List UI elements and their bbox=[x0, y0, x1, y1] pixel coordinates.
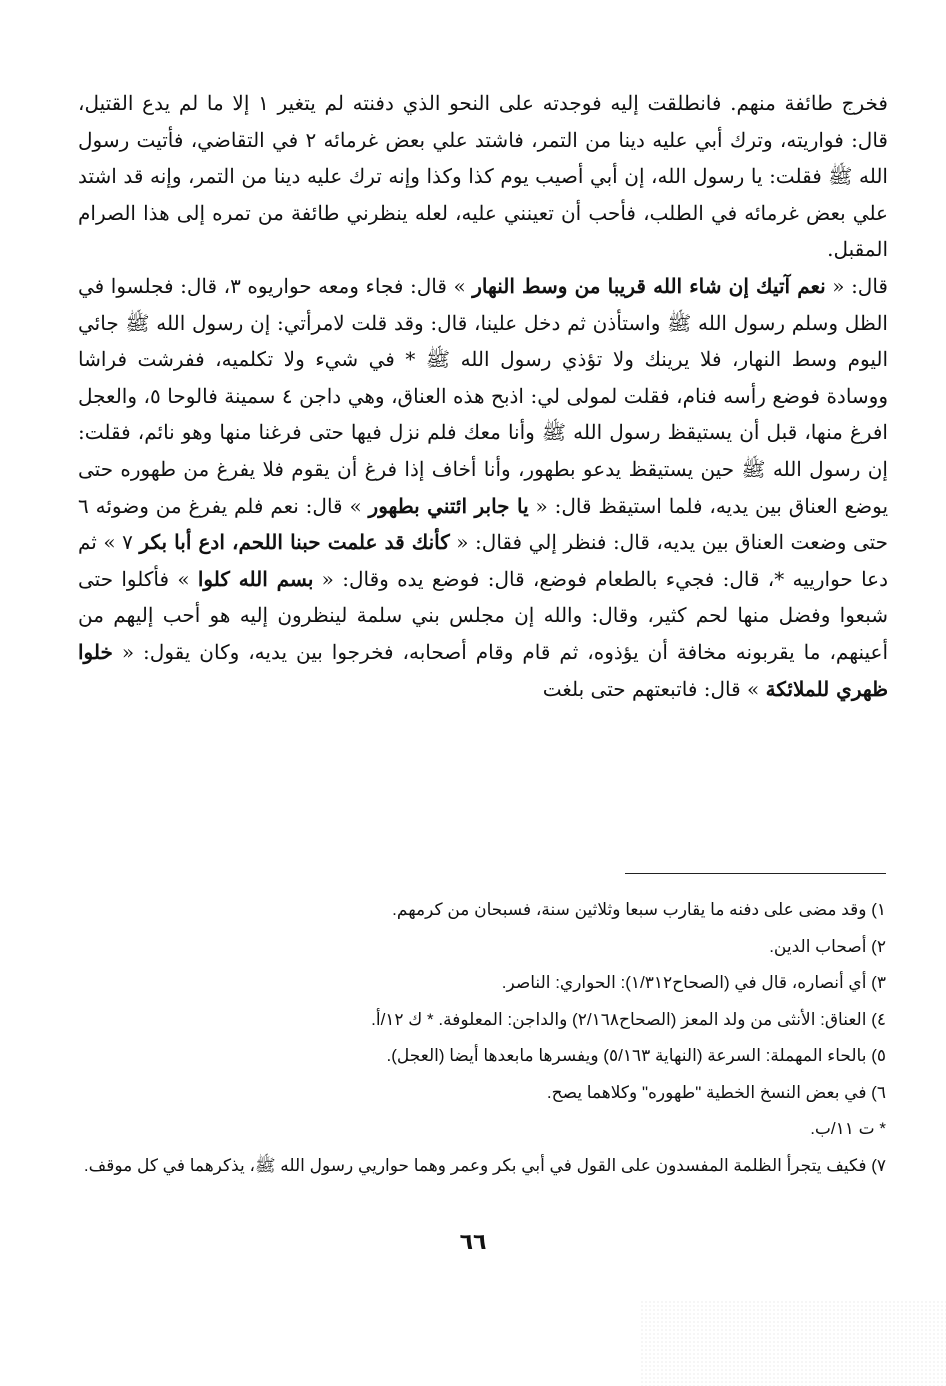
footnote: ٧) فكيف يتجرأ الظلمة المفسدون على القول في أبي بكر وعمر وهما حواريي رسول الله ﷺ، يذكرهما في كل موقف. bbox=[83, 1155, 886, 1175]
page-number: ٦٦ bbox=[459, 1230, 487, 1255]
footnote: ٦) في بعض النسخ الخطية "طهوره" وكلاهما يصح. bbox=[546, 1082, 886, 1102]
text-run: » قال: فجاء ومعه حواريوه ٣، قال: فجلسوا في الظل وسلم رسول الله ﷺ واستأذن ثم دخل علينا، قال: وقد قلت لامرأتي: إن رسول الله ﷺ جائي اليوم وسط النهار، فلا يرينك ولا تؤذي رسول الله ﷺ * في شيء ولا تكلميه، ففرشت فراشا ووسادة فوضع رأسه فنام، فقلت لمولى لي: اذبح هذه العناق، وهي داجن ٤ سمينة فالوحا ٥، والعجل افرغ منها، قبل أن يستيقظ رسول الله ﷺ وأنا معك فلم نزل فيها حتى فرغنا منها وهو نائم، فقلت: إن رسول الله ﷺ حين يستيقظ يدعو بطهور، وأنا أخاف إذا فرغ أن يقوم فلا يفرغ من طهوره حتى يوضع العناق بين يديه، فلما استيقظ قال: « bbox=[78, 273, 889, 518]
footnote-separator bbox=[625, 873, 886, 874]
footnote: ٥) بالحاء المهملة: السرعة (النهاية ٥/١٦٣) ويفسرها مابعدها أيضا (العجل). bbox=[386, 1046, 886, 1065]
hadith-quote: يا جابر ائتني بطهور bbox=[368, 493, 529, 518]
footnote: * ت ١١/ب. bbox=[810, 1119, 886, 1138]
paragraph-1: فخرج طائفة منهم. فانطلقت إليه فوجدته على النحو الذي دفنته لم يتغير ١ إلا ما لم يدع القتيل، قال: فواريته، وترك أبي عليه دينا من التمر، فاشتد علي بعض غرمائه ٢ في التقاضي، فأتيت رسول الله ﷺ فقلت: يا رسول الله، إن أبي أصيب يوم كذا وكذا وإنه ترك عليه دينا من التمر، وإنه قد اشتد علي بعض غرمائه في الطلب، فأحب أن تعينني عليه، لعله ينظرني طائفة من تمره إلى هذا الصرام المقبل. bbox=[78, 91, 888, 262]
hadith-quote: بسم الله كلوا bbox=[197, 566, 314, 591]
footnote: ٣) أي أنصاره، قال في (الصحاح١/٣١٢): الحواري: الناصر. bbox=[501, 973, 886, 992]
footnote: ٤) العناق: الأنثى من ولد المعز (الصحاح٢/١٦٨) والداجن: المعلوفة. * ك ١٢/أ. bbox=[371, 1009, 886, 1029]
text-run: قال: « bbox=[825, 273, 888, 298]
scan-noise bbox=[640, 1300, 946, 1386]
main-text bbox=[78, 85, 888, 707]
paragraph-2 bbox=[78, 268, 888, 707]
text-run: ٧ » ثم دعا حوارييه *، قال: فجيء بالطعام فوضع، قال: فوضع يده وقال: « bbox=[78, 530, 888, 591]
text-run: » قال: فاتبعتهم حتى بلغت bbox=[542, 676, 766, 701]
footnote: ٢) أصحاب الدين. bbox=[769, 936, 886, 956]
text-run: » قال: نعم فلم يفرغ من وضوئه ٦ حتى وضعت العناق بين يديه، قال: فنظر إلي فقال: « bbox=[78, 493, 889, 555]
hadith-quote: كأنك قد علمت حبنا اللحم، ادع أبا بكر bbox=[139, 530, 450, 555]
hadith-quote: خلوا ظهري للملائكة bbox=[78, 639, 888, 701]
footnote: ١) وقد مضى على دفنه ما يقارب سبعا وثلاثين سنة، فسبحان من كرمهم. bbox=[392, 900, 886, 919]
text-run: » فأكلوا حتى شبعوا وفضل منها لحم كثير، وقال: والله إن مجلس بني سلمة لينظرون إليه هو أحب إليهم من أعينهم، ما يقربونه مخافة أن يؤذوه، ثم قام وقام أصحابه، فخرجوا بين يديه، وكان يقول: « bbox=[78, 566, 888, 664]
footnotes bbox=[78, 892, 886, 1184]
hadith-quote: نعم آتيك إن شاء الله قريبا من وسط النهار bbox=[472, 273, 826, 298]
